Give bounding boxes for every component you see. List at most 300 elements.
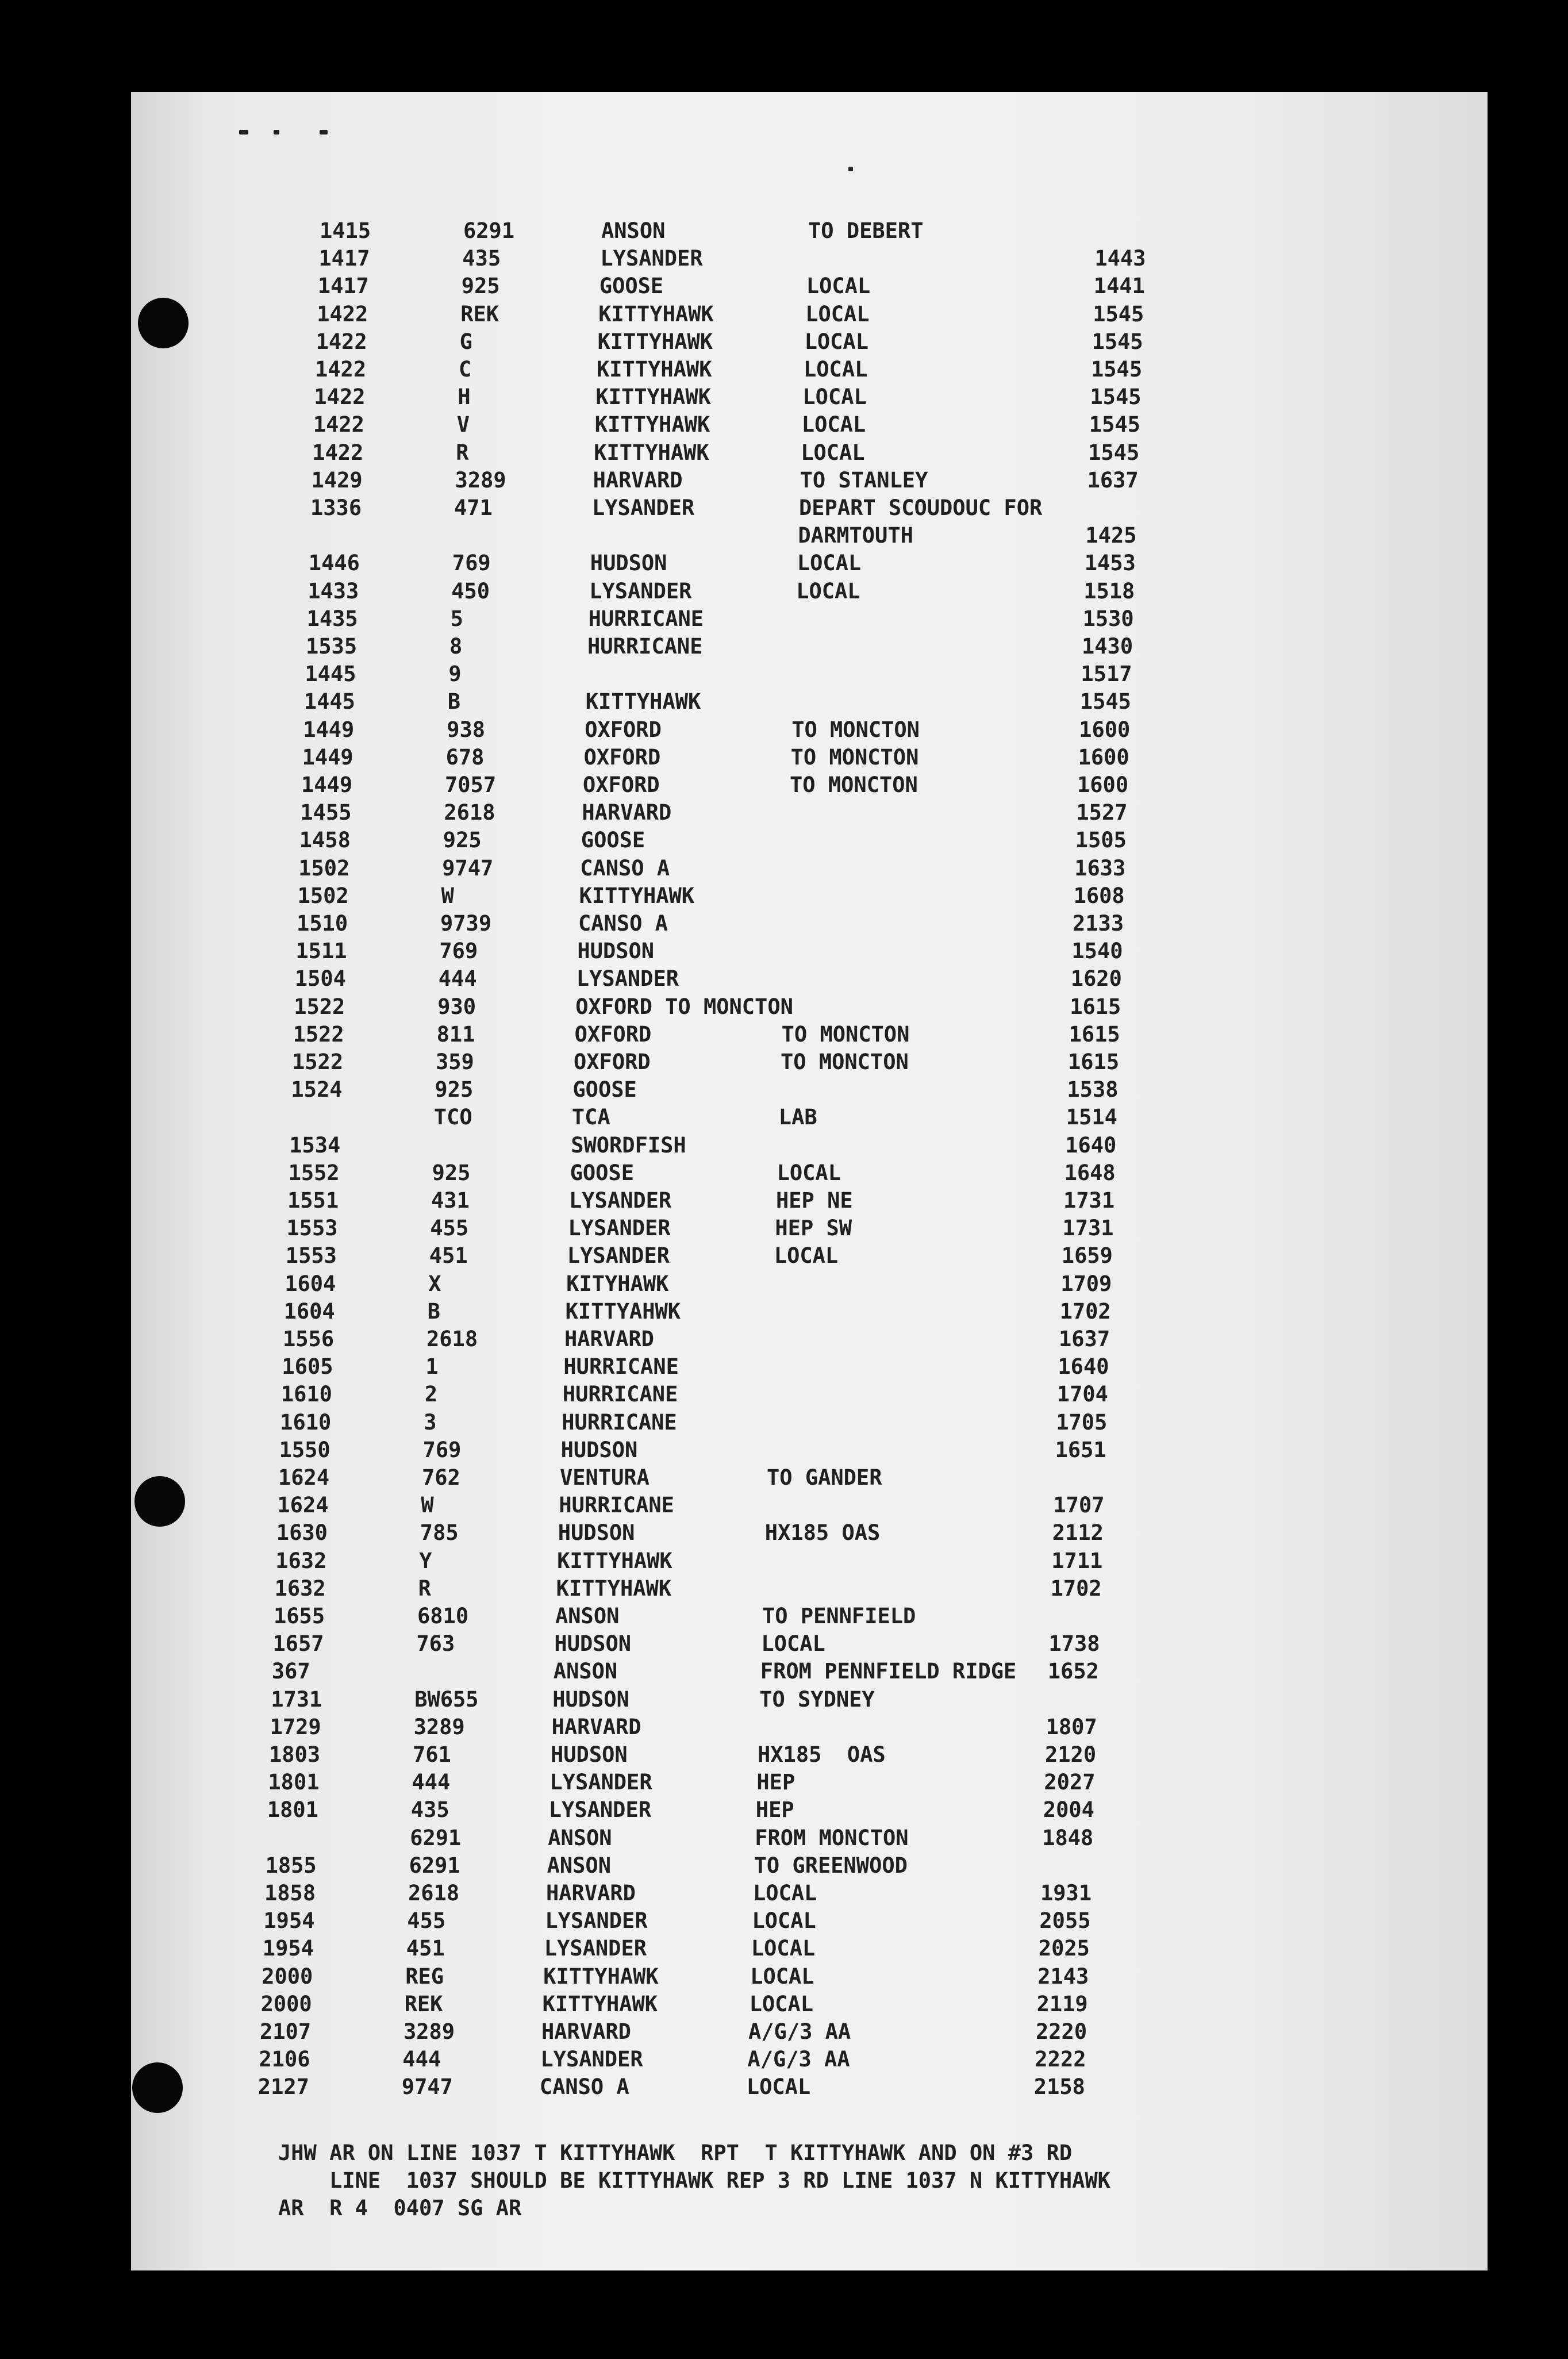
aircraft-id: 431 xyxy=(431,1188,470,1213)
takeoff-time: 1954 xyxy=(262,1936,314,1961)
takeoff-time: 2106 xyxy=(259,2047,310,2072)
log-row xyxy=(280,1409,1142,1436)
log-row xyxy=(300,799,1162,827)
landing-time: 1704 xyxy=(1056,1382,1108,1407)
aircraft-id: G xyxy=(459,329,472,354)
landing-time: 1517 xyxy=(1081,662,1132,687)
aircraft-type: LYSANDER xyxy=(540,2047,643,2072)
landing-time: 1425 xyxy=(1085,523,1137,548)
remarks: HEP xyxy=(756,1770,795,1795)
landing-time: 1848 xyxy=(1042,1825,1094,1850)
aircraft-id: W xyxy=(441,883,454,908)
log-row xyxy=(276,1519,1139,1547)
remarks: A/G/3 AA xyxy=(748,2019,851,2044)
remarks: HEP SW xyxy=(775,1216,852,1241)
remarks: DEPART SCOUDOUC FOR xyxy=(799,495,1043,520)
remarks: LOCAL xyxy=(796,578,860,604)
remarks: FROM MONCTON xyxy=(755,1825,909,1850)
ink-mark xyxy=(848,167,853,171)
aircraft-id: 2 xyxy=(424,1382,438,1407)
log-row xyxy=(293,1021,1155,1048)
aircraft-id: B xyxy=(447,689,461,714)
remarks: LOCAL xyxy=(753,1881,817,1905)
log-row xyxy=(295,938,1158,965)
aircraft-id: 769 xyxy=(452,551,491,576)
log-row xyxy=(266,1852,1128,1880)
aircraft-type: KITTYHAWK xyxy=(594,440,709,465)
landing-time: 1505 xyxy=(1075,828,1127,853)
takeoff-time: 1610 xyxy=(280,1409,332,1435)
landing-time: 1514 xyxy=(1066,1105,1117,1130)
takeoff-time: 1655 xyxy=(274,1604,325,1628)
log-row xyxy=(275,1547,1137,1575)
ink-mark xyxy=(274,130,279,135)
aircraft-type: ANSON xyxy=(548,1825,612,1850)
aircraft-type: KITTYHAWK xyxy=(597,329,713,354)
remarks: LOCAL xyxy=(752,1908,816,1934)
log-row xyxy=(263,1907,1125,1935)
takeoff-time: 1422 xyxy=(314,385,366,410)
aircraft-id: 769 xyxy=(422,1437,462,1462)
remarks: TO SYDNEY xyxy=(759,1686,875,1712)
landing-time: 1651 xyxy=(1055,1437,1106,1462)
landing-time: 1640 xyxy=(1065,1132,1117,1158)
aircraft-type: HUDSON xyxy=(551,1742,628,1767)
aircraft-id: H xyxy=(458,385,471,410)
log-row xyxy=(277,1492,1139,1519)
aircraft-id: 435 xyxy=(410,1797,449,1823)
takeoff-time: 1417 xyxy=(318,246,370,271)
remarks: TO PENNFIELD xyxy=(762,1604,916,1628)
takeoff-time: 1502 xyxy=(297,883,349,908)
aircraft-id: W xyxy=(421,1493,434,1518)
takeoff-time: 1502 xyxy=(298,855,350,881)
log-row xyxy=(302,744,1165,771)
landing-time: 1430 xyxy=(1082,634,1133,659)
log-row xyxy=(274,1603,1136,1630)
log-row xyxy=(289,1132,1151,1159)
aircraft-id: 3289 xyxy=(403,2019,455,2044)
takeoff-time: 1624 xyxy=(277,1493,329,1518)
aircraft-id: 359 xyxy=(436,1050,474,1074)
takeoff-time: 1415 xyxy=(320,218,371,243)
aircraft-type: KITTYHAWK xyxy=(585,689,701,714)
landing-time: 1600 xyxy=(1079,717,1131,742)
aircraft-id: 451 xyxy=(429,1243,468,1269)
log-row xyxy=(286,1215,1148,1242)
aircraft-type: OXFORD TO MONCTON xyxy=(575,994,793,1019)
remarks: A/G/3 AA xyxy=(747,2047,850,2072)
takeoff-time: 1632 xyxy=(275,1548,327,1573)
log-row xyxy=(308,578,1170,605)
remarks: TO MONCTON xyxy=(781,1021,910,1047)
landing-time: 1931 xyxy=(1040,1881,1092,1905)
aircraft-type: CANSO A xyxy=(580,855,670,881)
landing-time: 1545 xyxy=(1092,329,1143,354)
aircraft-type: KITTYHAWK xyxy=(543,1964,659,1989)
aircraft-type: OXFORD xyxy=(583,773,660,797)
aircraft-type: KITTYAHWK xyxy=(565,1298,681,1324)
log-row xyxy=(320,217,1182,245)
landing-time: 1441 xyxy=(1093,274,1145,299)
remarks: TO DEBERT xyxy=(808,218,924,243)
takeoff-time: 1422 xyxy=(312,440,364,465)
landing-time: 1807 xyxy=(1046,1714,1097,1739)
aircraft-id: TCO xyxy=(433,1105,472,1130)
landing-time: 1545 xyxy=(1093,301,1144,326)
aircraft-id: 763 xyxy=(416,1631,455,1657)
takeoff-time: 1445 xyxy=(303,689,355,714)
takeoff-time: 1729 xyxy=(270,1714,321,1739)
takeoff-time: 1801 xyxy=(267,1797,318,1823)
landing-time: 1545 xyxy=(1091,357,1143,382)
remarks: HEP xyxy=(755,1797,794,1823)
log-row xyxy=(316,328,1178,356)
aircraft-type: KITTYHAWK xyxy=(595,385,711,410)
punch-hole-middle xyxy=(134,1476,185,1527)
takeoff-time: 1449 xyxy=(301,773,353,797)
landing-time: 1615 xyxy=(1068,1050,1120,1074)
takeoff-time: 1657 xyxy=(272,1631,324,1657)
landing-time: 1600 xyxy=(1077,773,1129,797)
landing-time: 2158 xyxy=(1033,2074,1085,2100)
log-row xyxy=(298,882,1160,910)
remarks: LOCAL xyxy=(805,301,870,326)
remarks: FROM PENNFIELD RIDGE xyxy=(760,1659,1017,1684)
aircraft-id: REG xyxy=(405,1964,444,1989)
aircraft-id: 930 xyxy=(437,994,476,1019)
remarks: LOCAL xyxy=(746,2074,811,2100)
remarks: LOCAL xyxy=(750,1964,814,1989)
aircraft-type: LYSANDER xyxy=(567,1243,670,1269)
log-row xyxy=(309,550,1171,577)
remarks: TO GANDER xyxy=(767,1465,882,1490)
aircraft-id: 938 xyxy=(447,717,486,742)
log-row xyxy=(294,993,1156,1021)
takeoff-time: 1522 xyxy=(293,1021,344,1047)
remarks: HEP NE xyxy=(776,1188,853,1213)
takeoff-time: 1458 xyxy=(299,828,351,853)
landing-time: 1633 xyxy=(1074,855,1126,881)
takeoff-time: 1445 xyxy=(305,662,356,687)
takeoff-time: 1604 xyxy=(285,1271,336,1296)
landing-time: 1545 xyxy=(1088,440,1140,465)
takeoff-time: 1336 xyxy=(310,495,362,520)
aircraft-id: 3289 xyxy=(413,1714,465,1739)
takeoff-time: 1522 xyxy=(294,994,345,1019)
aircraft-id: REK xyxy=(460,301,499,326)
log-row xyxy=(283,1326,1145,1353)
aircraft-id: 435 xyxy=(462,246,501,271)
log-row xyxy=(260,2018,1122,2046)
remarks: LOCAL xyxy=(761,1631,825,1657)
footer-note-line-1: JHW AR ON LINE 1037 T KITTYHAWK RPT T KITTYHAWK AND ON #3 RD xyxy=(278,2141,1073,2165)
log-row xyxy=(266,1824,1128,1852)
remarks: LOCAL xyxy=(749,1991,813,2016)
landing-time: 1637 xyxy=(1087,467,1139,493)
landing-time: 2143 xyxy=(1037,1964,1089,1989)
aircraft-type: HARVARD xyxy=(541,2019,631,2044)
landing-time: 2222 xyxy=(1035,2047,1086,2072)
aircraft-type: HUDSON xyxy=(577,939,655,964)
aircraft-type: GOOSE xyxy=(599,274,664,299)
aircraft-id: 444 xyxy=(402,2047,441,2072)
aircraft-type: HUDSON xyxy=(560,1437,638,1462)
aircraft-type: KITTYHAWK xyxy=(556,1576,672,1601)
remarks: TO MONCTON xyxy=(781,1050,909,1074)
takeoff-time: 1435 xyxy=(306,606,358,631)
aircraft-type: LYSANDER xyxy=(544,1936,647,1961)
aircraft-type: HURRICANE xyxy=(559,1493,674,1518)
aircraft-id: V xyxy=(456,412,470,437)
remarks: LOCAL xyxy=(804,329,868,354)
landing-time: 1545 xyxy=(1079,689,1131,714)
aircraft-id: R xyxy=(456,440,469,465)
aircraft-id: 9747 xyxy=(442,855,494,881)
landing-time: 1709 xyxy=(1060,1271,1112,1296)
log-row xyxy=(315,356,1177,383)
aircraft-type: ANSON xyxy=(555,1604,620,1628)
landing-time: 1530 xyxy=(1082,606,1134,631)
landing-time: 2119 xyxy=(1036,1991,1088,2016)
aircraft-type: OXFORD xyxy=(574,1021,652,1047)
aircraft-id: 1 xyxy=(425,1354,439,1380)
remarks: LOCAL xyxy=(806,274,871,299)
aircraft-type: HURRICANE xyxy=(562,1409,677,1435)
takeoff-time: 1630 xyxy=(276,1520,328,1546)
landing-time: 1608 xyxy=(1073,883,1125,908)
log-row xyxy=(306,633,1168,660)
landing-time: 2112 xyxy=(1052,1520,1104,1546)
landing-time: 1731 xyxy=(1062,1216,1114,1241)
log-row xyxy=(258,2073,1120,2101)
aircraft-type: HARVARD xyxy=(546,1881,636,1905)
aircraft-id: 3 xyxy=(424,1409,437,1435)
aircraft-id: BW655 xyxy=(414,1686,479,1712)
aircraft-id: 5 xyxy=(450,606,463,631)
landing-time: 2027 xyxy=(1044,1770,1096,1795)
log-row xyxy=(278,1464,1140,1492)
log-row xyxy=(299,827,1162,854)
takeoff-time: 1511 xyxy=(295,939,347,964)
takeoff-time: 1553 xyxy=(286,1216,338,1241)
log-row xyxy=(291,1076,1153,1104)
punch-hole-top xyxy=(138,298,189,348)
remarks: LOCAL xyxy=(797,551,862,576)
aircraft-id: 925 xyxy=(461,274,500,299)
takeoff-time: 1422 xyxy=(313,412,364,437)
aircraft-id: 6291 xyxy=(410,1825,462,1850)
aircraft-type: KITTYHAWK xyxy=(542,1991,658,2016)
log-row xyxy=(269,1741,1131,1769)
landing-time: 1443 xyxy=(1094,246,1146,271)
aircraft-type: GOOSE xyxy=(572,1077,637,1102)
landing-time: 1620 xyxy=(1070,966,1122,992)
log-row xyxy=(305,660,1167,688)
aircraft-type: HURRICANE xyxy=(588,606,704,631)
takeoff-time: 1422 xyxy=(317,301,368,326)
takeoff-time: 1632 xyxy=(274,1576,326,1601)
landing-time: 1540 xyxy=(1071,939,1123,964)
log-row xyxy=(261,1991,1123,2018)
aircraft-type: HURRICANE xyxy=(562,1382,678,1407)
takeoff-time: 2000 xyxy=(260,1991,312,2016)
aircraft-id: 2618 xyxy=(444,800,495,825)
aircraft-type: LYSANDER xyxy=(545,1908,648,1934)
landing-time: 2220 xyxy=(1036,2019,1087,2044)
takeoff-time: 1422 xyxy=(315,357,367,382)
aircraft-id: 444 xyxy=(438,966,477,992)
log-row xyxy=(262,1963,1124,1991)
footer-note-line-2: LINE 1037 SHOULD BE KITTYHAWK REP 3 RD LINE 1037 N KITTYHAWK xyxy=(278,2168,1110,2193)
aircraft-id: 925 xyxy=(435,1077,474,1102)
aircraft-type: HUDSON xyxy=(554,1631,632,1657)
aircraft-id: 9747 xyxy=(401,2074,453,2100)
remarks: TO GREENWOOD xyxy=(754,1853,908,1878)
log-row xyxy=(282,1353,1144,1381)
landing-time: 1659 xyxy=(1061,1243,1113,1269)
aircraft-type: KITTYHAWK xyxy=(598,301,714,326)
aircraft-type: VENTURA xyxy=(560,1465,650,1490)
aircraft-type: HURRICANE xyxy=(563,1354,679,1380)
aircraft-id: 2618 xyxy=(408,1881,460,1905)
aircraft-id: 471 xyxy=(454,495,493,520)
aircraft-type: LYSANDER xyxy=(549,1770,652,1795)
landing-time: 1731 xyxy=(1063,1188,1115,1213)
takeoff-time: 1524 xyxy=(291,1077,343,1102)
remarks: LAB xyxy=(778,1105,817,1130)
aircraft-id: REK xyxy=(404,1991,443,2016)
takeoff-time: 1801 xyxy=(268,1770,320,1795)
aircraft-type: LYSANDER xyxy=(600,246,703,271)
aircraft-id: 6291 xyxy=(409,1853,460,1878)
log-row xyxy=(268,1769,1130,1796)
remarks: LOCAL xyxy=(802,385,867,410)
takeoff-time: 1449 xyxy=(302,744,353,770)
takeoff-time: 1803 xyxy=(269,1742,321,1767)
log-row xyxy=(286,1242,1148,1270)
takeoff-time: 1429 xyxy=(311,467,363,493)
takeoff-time: 1535 xyxy=(306,634,358,659)
aircraft-id: R xyxy=(418,1576,431,1601)
log-row xyxy=(270,1713,1132,1741)
landing-time: 1707 xyxy=(1053,1493,1105,1518)
aircraft-type: HARVARD xyxy=(551,1714,641,1739)
landing-time: 2055 xyxy=(1039,1908,1091,1934)
takeoff-time: 1605 xyxy=(282,1354,333,1380)
landing-time: 1648 xyxy=(1064,1160,1116,1185)
aircraft-type: HURRICANE xyxy=(587,634,703,659)
takeoff-time: 1610 xyxy=(280,1382,332,1407)
log-row xyxy=(313,411,1175,439)
remarks: LOCAL xyxy=(801,440,865,465)
landing-time: 1705 xyxy=(1056,1409,1108,1435)
aircraft-type: GOOSE xyxy=(570,1160,634,1185)
takeoff-time: 2127 xyxy=(258,2074,309,2100)
log-row xyxy=(298,855,1160,882)
log-row xyxy=(292,1048,1154,1076)
aircraft-id: 9739 xyxy=(440,911,492,936)
log-row xyxy=(301,771,1163,799)
landing-time: 2120 xyxy=(1045,1742,1097,1767)
takeoff-time: 367 xyxy=(271,1659,310,1684)
aircraft-type: CANSO A xyxy=(539,2074,629,2100)
aircraft-type: LYSANDER xyxy=(592,495,695,520)
aircraft-type: SWORDFISH xyxy=(571,1132,686,1158)
log-row xyxy=(295,965,1157,993)
aircraft-type: ANSON xyxy=(601,218,666,243)
landing-time: 1702 xyxy=(1050,1576,1102,1601)
takeoff-time: 1534 xyxy=(289,1132,341,1158)
log-row xyxy=(275,1575,1137,1603)
aircraft-type: KITTYHAWK xyxy=(594,412,710,437)
ink-mark xyxy=(239,130,248,135)
landing-time: 2025 xyxy=(1038,1936,1090,1961)
aircraft-type: CANSO A xyxy=(578,911,668,936)
landing-time: 2004 xyxy=(1043,1797,1094,1823)
aircraft-id: 3289 xyxy=(455,467,506,493)
landing-time: 1518 xyxy=(1083,578,1135,604)
aircraft-id: 2618 xyxy=(426,1327,478,1351)
log-row xyxy=(272,1658,1134,1685)
remarks: HX185 OAS xyxy=(764,1520,881,1546)
landing-time: 1545 xyxy=(1089,412,1140,437)
aircraft-id: 6291 xyxy=(463,218,515,243)
log-row xyxy=(263,1935,1125,1962)
takeoff-time: 1504 xyxy=(294,966,346,992)
log-row xyxy=(318,272,1180,300)
log-row xyxy=(285,1270,1147,1298)
log-row xyxy=(312,467,1174,494)
aircraft-id: 678 xyxy=(445,744,485,770)
aircraft-id: 761 xyxy=(413,1742,451,1767)
aircraft-id: 455 xyxy=(430,1216,469,1241)
aircraft-type: HARVARD xyxy=(582,800,672,825)
landing-time: 1453 xyxy=(1084,551,1136,576)
aircraft-type: HARVARD xyxy=(593,467,683,493)
aircraft-id: 762 xyxy=(422,1465,460,1490)
takeoff-time: 1455 xyxy=(300,800,352,825)
landing-time: 1702 xyxy=(1059,1298,1111,1324)
aircraft-type: TCA xyxy=(571,1105,610,1130)
punch-hole-bottom xyxy=(132,2062,183,2113)
aircraft-type: KITYHAWK xyxy=(566,1271,669,1296)
aircraft-type: KITTYHAWK xyxy=(579,883,695,908)
aircraft-type: LYSANDER xyxy=(589,578,692,604)
remarks: TO MONCTON xyxy=(790,773,918,797)
aircraft-id: B xyxy=(427,1298,440,1324)
log-row xyxy=(287,1187,1150,1215)
log-row xyxy=(267,1796,1129,1824)
takeoff-time: 1553 xyxy=(285,1243,337,1269)
aircraft-id: 7057 xyxy=(445,773,497,797)
log-row xyxy=(309,522,1171,550)
takeoff-time: 1604 xyxy=(283,1298,335,1324)
log-row xyxy=(310,494,1173,522)
log-row xyxy=(284,1298,1146,1326)
aircraft-id: 451 xyxy=(406,1936,445,1961)
aircraft-id: C xyxy=(459,357,472,382)
aircraft-type: LYSANDER xyxy=(569,1188,672,1213)
takeoff-time: 1556 xyxy=(283,1327,335,1351)
takeoff-time: 1510 xyxy=(297,911,348,936)
aircraft-type: HARVARD xyxy=(564,1327,654,1351)
aircraft-id: 9 xyxy=(448,662,462,687)
aircraft-id: X xyxy=(428,1271,441,1296)
log-row xyxy=(279,1436,1142,1464)
aircraft-type: OXFORD xyxy=(574,1050,651,1074)
aircraft-type: HUDSON xyxy=(558,1520,635,1546)
